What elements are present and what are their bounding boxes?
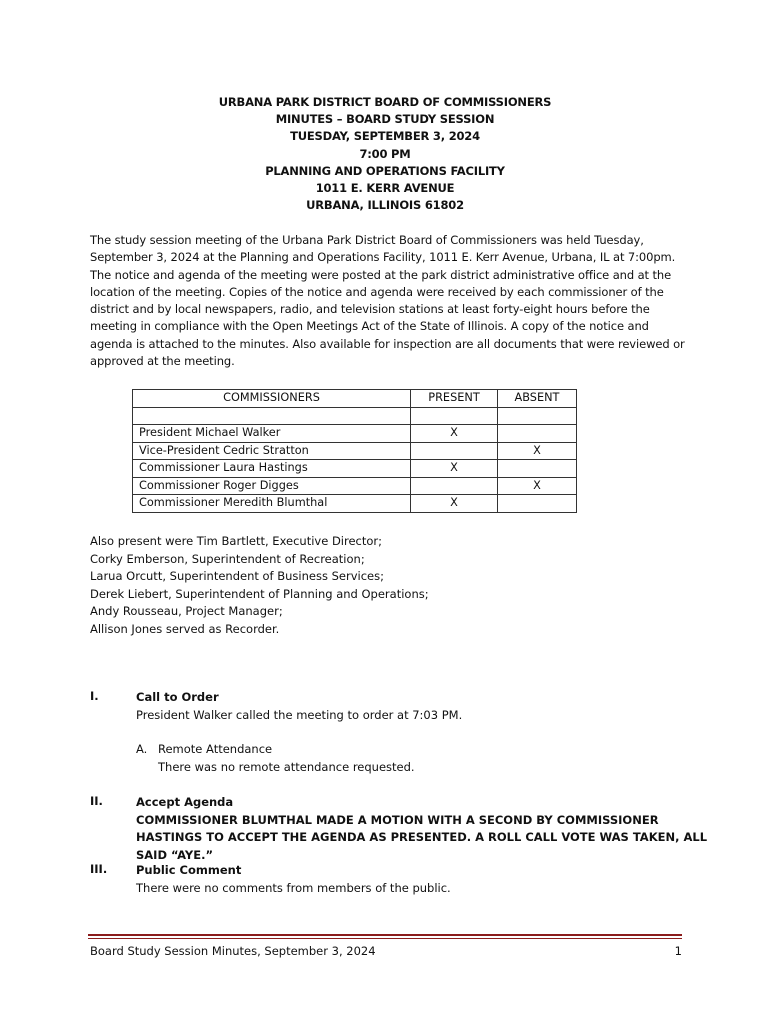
table-cell-absent	[498, 425, 577, 443]
section-title: Call to Order	[136, 690, 219, 704]
footer-text: Board Study Session Minutes, September 3, 2024	[90, 944, 376, 958]
also-present-line: Allison Jones served as Recorder.	[90, 621, 280, 636]
header-line: MINUTES – BOARD STUDY SESSION	[275, 112, 495, 127]
subsection-title: Remote Attendance	[158, 742, 273, 756]
motion-text: COMMISSIONER BLUMTHAL MADE A MOTION WITH A SECOND BY COMMISSIONER HASTINGS TO ACCEPT THE AGENDA AS PRESENTED. A ROLL CALL VOTE WAS TAKEN, ALL SAID “AYE.”	[136, 812, 708, 862]
table-cell-absent	[498, 495, 577, 513]
table-cell-name: Commissioner Roger Digges	[133, 477, 411, 495]
also-present-line: Corky Emberson, Superintendent of Recreation;	[90, 551, 365, 566]
header-line: URBANA PARK DISTRICT BOARD OF COMMISSIONERS	[218, 95, 552, 109]
table-row	[133, 407, 577, 425]
table-cell-name: Vice-President Cedric Stratton	[133, 442, 411, 460]
table-cell-name: Commissioner Laura Hastings	[133, 460, 411, 478]
subsection-letter: A.	[136, 742, 148, 756]
footer-rule	[88, 934, 682, 936]
document-header	[0, 94, 770, 214]
section-title: Accept Agenda	[136, 795, 234, 809]
section-number: I.	[90, 689, 99, 703]
table-cell-absent: X	[498, 477, 577, 495]
table-cell-present	[411, 407, 498, 425]
table-cell-absent: X	[498, 442, 577, 460]
page-number: 1	[674, 944, 682, 958]
header-line: URBANA, ILLINOIS 61802	[306, 198, 464, 213]
header-line: 1011 E. KERR AVENUE	[315, 181, 455, 196]
header-line: TUESDAY, SEPTEMBER 3, 2024	[290, 129, 480, 144]
subsection-text: There was no remote attendance requested.	[158, 759, 415, 774]
subsection-remote-attendance	[136, 741, 415, 776]
table-cell-name	[133, 407, 411, 425]
attendance-table	[132, 389, 577, 513]
table-cell-name: Commissioner Meredith Blumthal	[133, 495, 411, 513]
table-cell-name: President Michael Walker	[133, 425, 411, 443]
section-number: II.	[90, 794, 103, 808]
table-cell-present	[411, 477, 498, 495]
table-cell-present	[411, 442, 498, 460]
header-line: 7:00 PM	[359, 146, 411, 161]
table-cell-absent	[498, 407, 577, 425]
table-row	[133, 495, 577, 513]
page-footer	[90, 944, 682, 958]
also-present-line: Derek Liebert, Superintendent of Planning and Operations;	[90, 586, 429, 601]
section-title: Public Comment	[136, 863, 242, 877]
also-present-line: Also present were Tim Bartlett, Executive Director;	[90, 534, 383, 548]
table-cell-present: X	[411, 425, 498, 443]
table-header-absent: ABSENT	[498, 390, 577, 408]
table-cell-present: X	[411, 495, 498, 513]
table-cell-present: X	[411, 460, 498, 478]
footer-rule-thin	[88, 938, 682, 939]
also-present-line: Andy Rousseau, Project Manager;	[90, 604, 283, 618]
also-present-line: Larua Orcutt, Superintendent of Business Services;	[90, 569, 384, 583]
table-header-present: PRESENT	[411, 390, 498, 408]
header-line: PLANNING AND OPERATIONS FACILITY	[265, 163, 505, 178]
table-row	[133, 442, 577, 460]
section-text: President Walker called the meeting to order at 7:03 PM.	[136, 707, 463, 722]
intro-paragraph: The study session meeting of the Urbana Park District Board of Commissioners was held Tuesday, September 3, 2024 at the Planning and Operations Facility, 1011 E. Kerr Avenue, Urbana, IL at 7:00pm. The notice and agenda of the meeting were posted at the park district administrative office and at the location of the meeting. Copies of the notice and agenda were received by each commissioner of the district and by local newspapers, radio, and television stations at least forty-eight hours before the meeting in compliance with the Open Meetings Act of the State of Illinois. A copy of the notice and agenda is attached to the minutes. Also available for inspection are all documents that were reviewed or approved at the meeting.	[90, 233, 685, 369]
table-row	[133, 460, 577, 478]
section-text: There were no comments from members of the public.	[136, 880, 451, 895]
table-cell-absent	[498, 460, 577, 478]
table-header-commissioners: COMMISSIONERS	[133, 390, 411, 408]
also-present-list	[90, 533, 429, 638]
section-number: III.	[90, 862, 108, 876]
table-row	[133, 425, 577, 443]
table-header-row	[133, 390, 577, 408]
table-row	[133, 477, 577, 495]
